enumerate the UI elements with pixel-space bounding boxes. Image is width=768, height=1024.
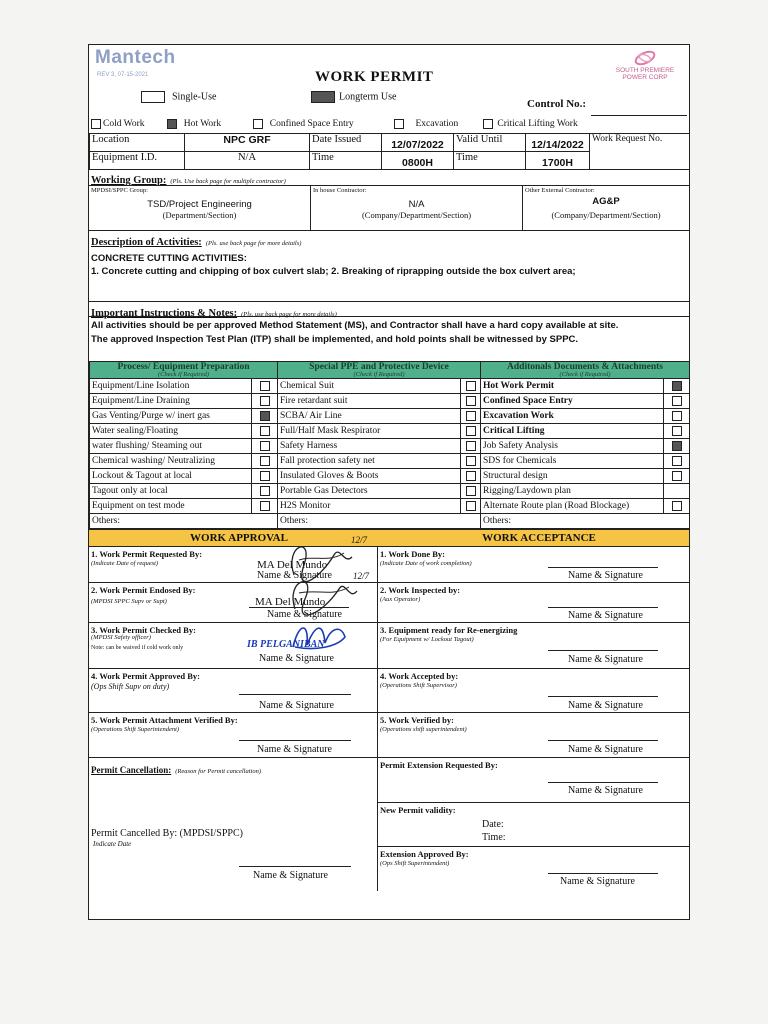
location-label: Location bbox=[90, 134, 185, 152]
typed-name: IB PELGANIBAN bbox=[247, 639, 325, 650]
time-start-label: Time bbox=[310, 152, 382, 170]
mpdsi-group-sub: (Department/Section) bbox=[162, 210, 237, 220]
ppe-header bbox=[278, 362, 481, 379]
work-type-hot[interactable] bbox=[167, 119, 221, 129]
signature-line bbox=[239, 740, 351, 741]
checklist-row bbox=[90, 439, 690, 454]
process-prep-header bbox=[90, 362, 278, 379]
checklist-checkbox[interactable] bbox=[260, 501, 270, 511]
sppc-logo bbox=[605, 49, 685, 81]
checklist-item-label: Excavation Work bbox=[481, 409, 664, 424]
name-signature-label: Name & Signature bbox=[257, 744, 332, 755]
hot-work-checkbox[interactable] bbox=[167, 119, 177, 129]
work-type-label: Confined Space Entry bbox=[269, 119, 354, 130]
checklist-item-label: SDS for Chemicals bbox=[481, 454, 664, 469]
checklist-checkbox[interactable] bbox=[672, 471, 682, 481]
checklist-row bbox=[90, 379, 690, 394]
date-issued-value[interactable]: 12/07/2022 bbox=[382, 134, 454, 152]
work-type-label: Hot Work bbox=[183, 119, 222, 130]
checklist-row bbox=[90, 394, 690, 409]
name-signature-label: Name & Signature bbox=[568, 610, 643, 621]
single-use-label: Single-Use bbox=[172, 91, 217, 103]
working-group-row bbox=[89, 185, 689, 230]
indicate-date-note: Indicate Date bbox=[93, 840, 132, 848]
cancellation-title: Permit Cancellation: bbox=[91, 765, 172, 775]
checklist-checkbox[interactable] bbox=[466, 471, 476, 481]
name-signature-label: Name & Signature bbox=[267, 609, 342, 620]
external-contractor-cell[interactable] bbox=[523, 186, 689, 230]
checklist-item-label: Equipment/Line Draining bbox=[90, 394, 252, 409]
checklist-item-label: Chemical Suit bbox=[278, 379, 461, 394]
cancelled-by-label: Permit Cancelled By: (MPDSI/SPPC) bbox=[91, 828, 243, 839]
inhouse-contractor-sub: (Company/Department/Section) bbox=[361, 210, 472, 220]
approval-checked-block[interactable] bbox=[89, 623, 377, 669]
checklist-item-label: Gas Venting/Purge w/ inert gas bbox=[90, 409, 252, 424]
approval-step-title: 5. Work Permit Attachment Verified By: bbox=[91, 715, 238, 725]
process-prep-title: Process/ Equipment Preparation bbox=[117, 362, 250, 372]
checklist-row bbox=[90, 499, 690, 514]
work-type-excavation[interactable] bbox=[394, 119, 458, 129]
valid-until-value[interactable]: 12/14/2022 bbox=[526, 134, 590, 152]
signature-mark-icon bbox=[285, 617, 355, 657]
critical-lifting-checkbox[interactable] bbox=[483, 119, 493, 129]
approval-step-title: 2. Work Permit Endosed By: bbox=[91, 585, 196, 595]
checklist-checkbox[interactable] bbox=[260, 411, 270, 421]
name-signature-label: Name & Signature bbox=[568, 785, 643, 796]
checklist-item-label: Critical Lifting bbox=[481, 424, 664, 439]
signature-line bbox=[548, 782, 658, 783]
longterm-use-checkbox[interactable] bbox=[311, 91, 335, 103]
working-group-heading bbox=[89, 170, 689, 185]
confined-space-checkbox[interactable] bbox=[253, 119, 263, 129]
checklist-checkbox[interactable] bbox=[466, 456, 476, 466]
inhouse-contractor-cell[interactable] bbox=[311, 186, 523, 230]
approval-step-title: 3. Work Permit Checked By: bbox=[91, 625, 196, 635]
approval-verified-block[interactable] bbox=[89, 713, 377, 758]
description-note: (Pls. use back page for more details) bbox=[205, 240, 302, 247]
acceptance-verified-block[interactable] bbox=[378, 713, 689, 758]
sppc-logo-text: SOUTH PREMIERE POWER CORP bbox=[615, 67, 675, 81]
checklist-item-label: water flushing/ Steaming out bbox=[90, 439, 252, 454]
description-section[interactable] bbox=[89, 230, 689, 301]
instructions-title: Important Instructions & Notes: bbox=[91, 308, 238, 319]
cold-work-checkbox[interactable] bbox=[91, 119, 101, 129]
extension-approved-title: Extension Approved By: bbox=[380, 849, 469, 859]
acceptance-inspected-block[interactable] bbox=[378, 583, 689, 623]
typed-name: MA Del Mundo bbox=[257, 559, 328, 571]
description-line-2: 1. Concrete cutting and chipping of box culvert slab; 2. Breaking of riprapping outside the box culvert area; bbox=[91, 266, 576, 277]
description-title: Description of Activities: bbox=[91, 237, 202, 248]
checklist-checkbox[interactable] bbox=[260, 441, 270, 451]
checklist-item-label: Alternate Route plan (Road Blockage) bbox=[481, 499, 664, 514]
working-group-note: (Pls. Use back page for multiple contractor) bbox=[170, 178, 286, 185]
work-type-lifting[interactable] bbox=[483, 119, 578, 129]
checklist-checkbox[interactable] bbox=[672, 396, 682, 406]
description-line-1: CONCRETE CUTTING ACTIVITIES: bbox=[91, 253, 247, 264]
acceptance-step-note: (For Equipment w/ Lockout Tagout) bbox=[380, 636, 474, 643]
sppc-swirl-icon bbox=[632, 49, 658, 67]
checklist-checkbox[interactable] bbox=[466, 486, 476, 496]
work-type-row bbox=[89, 117, 689, 133]
acceptance-step-title: 3. Equipment ready for Re-energizing bbox=[380, 625, 518, 635]
permit-header bbox=[89, 45, 689, 133]
checklist-item-label: Portable Gas Detectors bbox=[278, 484, 461, 499]
others-field[interactable]: Others: bbox=[481, 514, 690, 529]
acceptance-accepted-block[interactable] bbox=[378, 669, 689, 713]
checklist-checkbox[interactable] bbox=[260, 426, 270, 436]
typed-name: MA Del Mundo bbox=[255, 596, 326, 608]
checklist-row bbox=[90, 409, 690, 424]
longterm-use-option[interactable] bbox=[311, 91, 397, 103]
validity-date-label: Date: bbox=[482, 819, 504, 830]
acceptance-step-note: (Operations shift superintendent) bbox=[380, 726, 467, 733]
control-no-label: Control No.: bbox=[527, 98, 587, 110]
work-type-label: Excavation bbox=[415, 119, 459, 130]
mpdsi-group-label: MPDSI/SPPC Group: bbox=[91, 187, 148, 194]
approval-step-note: (MPDSI SPPC Supv or Supt) bbox=[91, 598, 167, 605]
signature-line bbox=[548, 696, 658, 697]
acceptance-reenergize-block[interactable] bbox=[378, 623, 689, 669]
approval-step-note: (Ops Shift Supv on duty) bbox=[91, 682, 170, 691]
excavation-checkbox[interactable] bbox=[394, 119, 404, 129]
acceptance-step-title: 5. Work Verified by: bbox=[380, 715, 454, 725]
location-value[interactable]: NPC GRF bbox=[185, 134, 310, 152]
validity-time-label: Time: bbox=[482, 832, 506, 843]
checklist-header bbox=[90, 362, 690, 379]
extension-requested-block[interactable] bbox=[378, 758, 689, 803]
approval-step-note: (MPDSI Safety officer) bbox=[91, 634, 151, 641]
others-field[interactable]: Others: bbox=[278, 514, 481, 529]
checklist-item-label: Job Safety Analysis bbox=[481, 439, 664, 454]
checklist-item-label: Fire retardant suit bbox=[278, 394, 461, 409]
working-group-title: Working Group: bbox=[91, 175, 167, 186]
name-signature-label: Name & Signature bbox=[568, 744, 643, 755]
others-field[interactable]: Others: bbox=[90, 514, 278, 529]
date-mark: 12/7 bbox=[351, 535, 368, 545]
checklist-checkbox[interactable] bbox=[672, 411, 682, 421]
signature-line bbox=[548, 650, 658, 651]
check-if-required-note: (Check if Required) bbox=[559, 371, 611, 378]
signature-line bbox=[548, 607, 658, 608]
checklist-item-label: Safety Harness bbox=[278, 439, 461, 454]
approval-step-title: 4. Work Permit Approved By: bbox=[91, 671, 201, 681]
approval-step-title: 1. Work Permit Requested By: bbox=[91, 549, 203, 559]
checklist-checkbox[interactable] bbox=[466, 501, 476, 511]
checklist-item-label: H2S Monitor bbox=[278, 499, 461, 514]
work-type-label: Cold Work bbox=[103, 119, 145, 130]
instructions-section[interactable] bbox=[89, 301, 689, 361]
name-signature-label: Name & Signature bbox=[568, 654, 643, 665]
checklist-checkbox[interactable] bbox=[672, 456, 682, 466]
valid-until-label: Valid Until bbox=[454, 134, 526, 152]
time-start-value[interactable]: 0800H bbox=[382, 152, 454, 170]
checklist-checkbox[interactable] bbox=[260, 471, 270, 481]
signature-line bbox=[548, 740, 658, 741]
checklist-item-label: Full/Half Mask Respirator bbox=[278, 424, 461, 439]
work-type-cold[interactable] bbox=[91, 119, 145, 129]
checklist-item-label: Equipment on test mode bbox=[90, 499, 252, 514]
ppe-title: Special PPE and Protective Device bbox=[309, 362, 449, 372]
longterm-use-label: Longterm Use bbox=[339, 91, 397, 103]
checklist-checkbox[interactable] bbox=[260, 456, 270, 466]
acceptance-step-title: 1. Work Done By: bbox=[380, 549, 446, 559]
extension-approved-note: (Ops Shift Superintendent) bbox=[380, 860, 450, 867]
checklist-checkbox[interactable] bbox=[672, 426, 682, 436]
instructions-line-2: The approved Inspection Test Plan (ITP) shall be implemented, and hold points shall be witnessed by SPPC. bbox=[91, 334, 579, 345]
acceptance-step-title: 2. Work Inspected by: bbox=[380, 585, 461, 595]
work-permit-sheet bbox=[88, 44, 690, 920]
extension-validity-title: New Permit validity: bbox=[380, 805, 456, 815]
name-signature-label: Name & Signature bbox=[568, 570, 643, 581]
checklist-checkbox[interactable] bbox=[466, 396, 476, 406]
equipment-id-value[interactable]: N/A bbox=[185, 152, 310, 170]
approval-header bbox=[89, 529, 689, 547]
cancellation-note: (Reason for Permit cancellation) bbox=[175, 768, 261, 775]
instructions-line-1: All activities should be per approved Method Statement (MS), and Contractor shall have a hard copy available at site. bbox=[91, 320, 619, 331]
time-end-label: Time bbox=[454, 152, 526, 170]
acceptance-step-note: (Indicate Date of work completion) bbox=[380, 560, 472, 567]
checklist-row bbox=[90, 484, 690, 499]
checklist-row bbox=[90, 454, 690, 469]
checklist-item-label: Equipment/Line Isolation bbox=[90, 379, 252, 394]
checklist-checkbox[interactable] bbox=[672, 381, 682, 391]
name-signature-label: Name & Signature bbox=[560, 876, 635, 887]
check-if-required-note: (Check if Required) bbox=[157, 371, 210, 378]
checklist-checkbox[interactable] bbox=[260, 486, 270, 496]
work-acceptance-column bbox=[378, 547, 689, 758]
inhouse-contractor-label: In house Contractor: bbox=[313, 187, 367, 194]
signature-line bbox=[239, 694, 351, 695]
time-end-value[interactable]: 1700H bbox=[526, 152, 590, 170]
checklist-checkbox[interactable] bbox=[466, 426, 476, 436]
mpdsi-group-cell[interactable] bbox=[89, 186, 311, 230]
work-type-label: Critical Lifting Work bbox=[497, 119, 578, 130]
single-use-option[interactable] bbox=[141, 91, 216, 103]
checklist-checkbox[interactable] bbox=[672, 501, 682, 511]
revision-note: REV 3, 07-15-2021 bbox=[97, 72, 149, 78]
name-signature-label: Name & Signature bbox=[253, 870, 328, 881]
signature-line bbox=[548, 873, 658, 874]
inhouse-contractor-value: N/A bbox=[408, 199, 425, 210]
approval-step-note: (Operations Shift Superintendent) bbox=[91, 726, 180, 733]
instructions-note: (Pls. use back page for more details) bbox=[241, 311, 337, 318]
checklist-item-label: Insulated Gloves & Boots bbox=[278, 469, 461, 484]
checklist-item-label: Rigging/Laydown plan bbox=[481, 484, 664, 499]
checklist-others-row bbox=[90, 514, 690, 529]
work-approval-title: WORK APPROVAL bbox=[190, 532, 288, 544]
name-signature-label: Name & Signature bbox=[259, 700, 334, 711]
approval-approved-block[interactable] bbox=[89, 669, 377, 713]
checklist-item-label: Fall protection safety net bbox=[278, 454, 461, 469]
date-mark: 12/7 bbox=[353, 571, 370, 581]
acceptance-done-block[interactable] bbox=[378, 547, 689, 583]
checklist-item-label: Structural design bbox=[481, 469, 664, 484]
check-if-required-note: (Check if Required) bbox=[353, 371, 405, 378]
checklist-table bbox=[89, 361, 690, 529]
checklist-item-label: Chemical washing/ Neutralizing bbox=[90, 454, 252, 469]
external-contractor-sub: (Company/Department/Section) bbox=[551, 210, 661, 220]
single-use-checkbox[interactable] bbox=[141, 91, 165, 103]
checklist-checkbox[interactable] bbox=[672, 441, 682, 451]
checklist-item-label: Tagout only at local bbox=[90, 484, 252, 499]
extension-column bbox=[378, 758, 689, 891]
checklist-item-label: Lockout & Tagout at local bbox=[90, 469, 252, 484]
work-request-label[interactable]: Work Request No. bbox=[590, 134, 690, 170]
work-type-confined[interactable] bbox=[253, 119, 354, 129]
page-title: WORK PERMIT bbox=[315, 69, 434, 85]
work-acceptance-title: WORK ACCEPTANCE bbox=[482, 532, 596, 544]
approval-step-note: (Indicate Date of request) bbox=[91, 560, 159, 567]
checklist-row bbox=[90, 424, 690, 439]
checklist-checkbox[interactable] bbox=[466, 441, 476, 451]
extension-approved-block[interactable] bbox=[378, 847, 689, 891]
checklist-item-label: Water sealing/Floating bbox=[90, 424, 252, 439]
checklist-item-label: Hot Work Permit bbox=[481, 379, 664, 394]
signature-line bbox=[239, 866, 351, 867]
external-contractor-label: Other External Contractor: bbox=[525, 187, 595, 194]
acceptance-step-note: (Aux Operator) bbox=[380, 596, 421, 603]
checklist-checkbox[interactable] bbox=[260, 396, 270, 406]
name-signature-label: Name & Signature bbox=[568, 700, 643, 711]
checklist-checkbox[interactable] bbox=[466, 411, 476, 421]
signature-line bbox=[548, 567, 658, 568]
checklist-checkbox[interactable] bbox=[466, 381, 476, 391]
acceptance-step-title: 4. Work Accepted by: bbox=[380, 671, 459, 681]
checklist-row bbox=[90, 469, 690, 484]
checklist-item-label: SCBA/ Air Line bbox=[278, 409, 461, 424]
documents-header bbox=[481, 362, 690, 379]
mantech-logo: Mantech bbox=[95, 47, 176, 68]
acceptance-step-note: (Operations Shift Supervisor) bbox=[380, 682, 457, 689]
equipment-id-label: Equipment I.D. bbox=[90, 152, 185, 170]
mpdsi-group-value: TSD/Project Engineering bbox=[147, 199, 252, 210]
name-signature-label: Name & Signature bbox=[259, 653, 334, 664]
extension-requested-title: Permit Extension Requested By: bbox=[380, 760, 498, 770]
name-signature-label: Name & Signature bbox=[257, 570, 332, 581]
cancellation-extension-rows bbox=[89, 758, 689, 891]
external-contractor-value: AG&P bbox=[592, 196, 620, 207]
date-issued-label: Date Issued bbox=[310, 134, 382, 152]
permit-info-table bbox=[89, 133, 690, 170]
checklist-checkbox[interactable] bbox=[260, 381, 270, 391]
checklist-item-label: Confined Space Entry bbox=[481, 394, 664, 409]
extension-validity-block[interactable] bbox=[378, 803, 689, 847]
approval-step-note-2: Note: can be waived if cold work only bbox=[91, 645, 184, 651]
cancellation-block[interactable] bbox=[89, 758, 378, 891]
control-no-field[interactable] bbox=[591, 115, 687, 116]
documents-title: Additonals Documents & Attachments bbox=[507, 362, 663, 372]
